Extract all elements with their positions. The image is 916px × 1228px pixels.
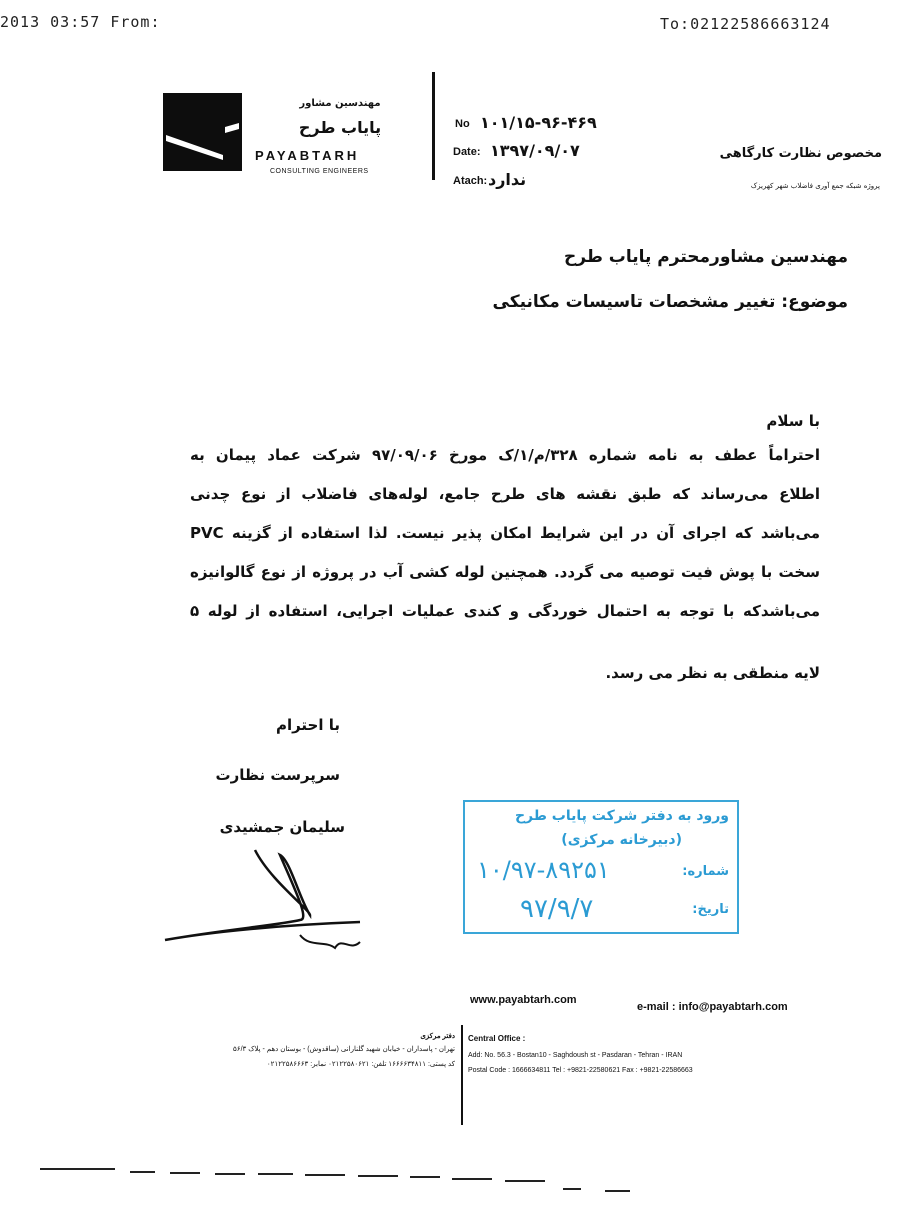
fax-to-line: To:02122586663124 [660,15,831,33]
letter-date-label: Date: [453,146,481,158]
body-line: می‌باشد که اجرای آن در این شرایط امکان پذیر نیست. لذا استفاده از گزینه PVC [190,524,820,542]
stamp-subtitle: (دبیرخانه مرکزی) [561,832,682,848]
company-name-fa-small: مهندسین مشاور [299,98,381,109]
stamp-number-value: ۱۰/۹۷-۸۹۲۵۱ [477,856,610,884]
header-divider [432,72,435,180]
scan-mark [505,1180,545,1182]
signer-name: سلیمان جمشیدی [219,818,345,836]
footer-website[interactable]: www.payabtarh.com [470,994,577,1006]
footer-divider [461,1025,463,1125]
stamp-title: ورود به دفتر شرکت پایاب طرح [514,808,729,824]
handwritten-signature [160,840,380,960]
attachment-label: Atach: [453,175,488,187]
scan-mark [410,1176,440,1178]
classification-subtitle: پروژه شبکه جمع آوری فاضلاب شهر کهریزک [750,182,880,190]
company-name-en: PAYABTARH [255,148,360,163]
body-line: سخت با پوش فیت توصیه می گردد. همچنین لوله کشی آب در پروژه از نوع گالوانیزه [190,563,820,581]
letter-number-value: ۱۰۱/۱۵-۹۶-۴۶۹ [480,113,597,132]
stamp-date-label: تاریخ: [692,902,729,917]
body-line: می‌باشدکه با توجه به احتمال خوردگی و کندی عملیات اجرایی، استفاده از لوله ۵ [190,602,820,620]
receipt-stamp [463,800,739,934]
scan-mark [563,1188,581,1190]
central-office-fa: دفتر مرکزی [420,1033,455,1040]
scan-mark [215,1173,245,1175]
letter-date-value: ۱۳۹۷/۰۹/۰۷ [490,141,580,160]
letter-number-label: No [455,118,470,130]
scan-mark [130,1171,155,1173]
recipient: مهندسین مشاورمحترم پایاب طرح [564,247,848,267]
body-line: اطلاع می‌رساند که طبق نقشه های طرح جامع، لوله‌های فاضلاب از نوع چدنی [190,485,820,503]
scan-mark [605,1190,630,1192]
address-en: Add: No. 56.3 - Bostan10 - Saghdoush st - Pasdaran - Tehran - IRAN [468,1052,683,1059]
company-subtitle: CONSULTING ENGINEERS [270,168,369,175]
body-line: لایه منطقی به نظر می رسد. [605,664,820,682]
signer-role: سرپرست نظارت [215,766,340,784]
scan-mark [258,1173,293,1175]
central-office-label: Central Office : [468,1034,526,1043]
scan-mark [358,1175,398,1177]
logo-mark-icon [163,93,242,171]
greeting: با سلام [766,412,820,430]
stamp-date-value: ۹۷/۹/۷ [520,894,594,924]
footer-email[interactable]: e-mail : info@payabtarh.com [637,1001,788,1013]
classification-title: مخصوص نظارت کارگاهی [719,146,882,161]
closing: با احترام [275,716,340,734]
stamp-number-label: شماره: [682,864,729,879]
postal-fa: کد پستی: ۱۶۶۶۶۳۴۸۱۱ تلفن: ۰۲۱۲۲۵۸۰۶۲۱ نمابر: ۰۲۱۲۲۵۸۶۶۶۳ [266,1061,455,1068]
scan-mark [452,1178,492,1180]
attachment-value: ندارد [488,170,527,189]
company-name-fa: پایاب طرح [298,118,382,137]
company-logo [163,93,242,171]
address-fa: تهران - پاسداران - خیابان شهید گلنارانی (ساقدوش) - بوستان دهم - پلاک ۵۶/۳ [233,1046,455,1053]
scan-mark [305,1174,345,1176]
scan-mark [40,1168,115,1170]
body-line: احتراماً عطف به نامه شماره ۳۲۸/م/۱/ک مورخ ۹۷/۰۹/۰۶ شرکت عماد پیمان به [190,446,820,464]
postal-en: Postal Code : 1666634811 Tel : +9821-22580621 Fax : +9821-22586663 [468,1067,693,1074]
subject-line: موضوع: تغییر مشخصات تاسیسات مکانیکی [492,292,848,312]
fax-from-line: 2013 03:57 From: [0,13,161,31]
scan-mark [170,1172,200,1174]
